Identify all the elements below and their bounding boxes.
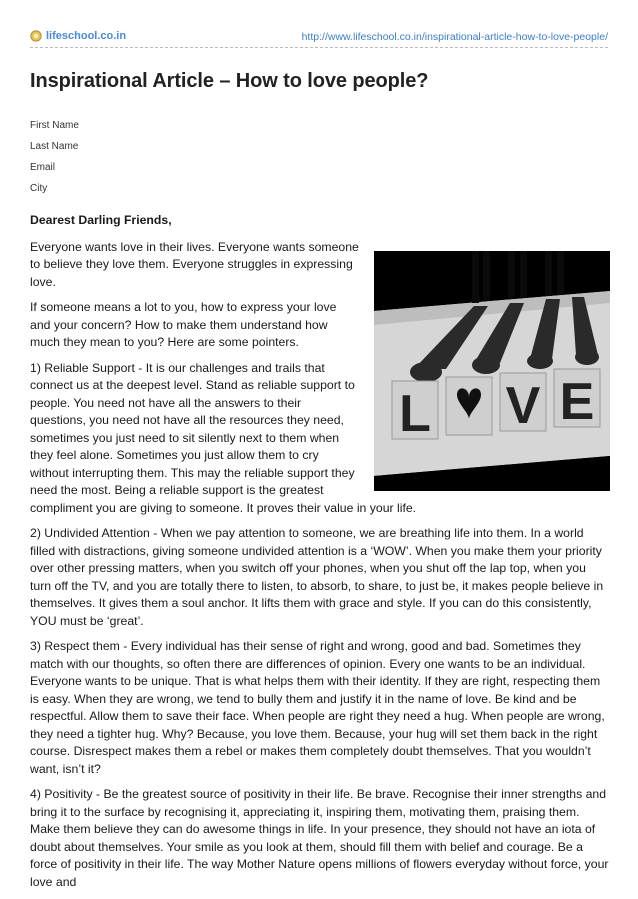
page-url-link[interactable]: http://www.lifeschool.co.in/inspirational-article-how-to-love-people/ xyxy=(301,31,608,43)
article-title: Inspirational Article – How to love people? xyxy=(30,70,429,92)
paragraph-respect-them: 3) Respect them - Every individual has their sense of right and wrong, good and bad. Sometimes they match with our thoughts, so often there are differences of opinion. Every one wants to be an individual. Everyone wants to be unique. That is what helps them with their identity. If they are right, respecting them is easy. When they are wrong, we tend to bully them and justify it in the name of love. Be kind and be respectful. Allow them to save their face. When people are right they need a hug. When people are wrong, they need a tighter hug. Why? Because, you love them. Because, your hug will set them back in the right course. Disrespect makes them a rebel or makes them completely doubt themselves. That you wouldn’t want, isn’t it? xyxy=(30,639,605,776)
love-shadow-image xyxy=(374,251,610,491)
header-divider xyxy=(30,47,608,48)
paragraph-pointers: If someone means a lot to you, how to express your love and your concern? How to make them understand how much they mean to you? Here are some pointers. xyxy=(30,300,337,349)
city-label: City xyxy=(30,183,48,194)
signup-form-fields xyxy=(30,120,79,204)
love-letter-l: L xyxy=(399,384,431,443)
email-label: Email xyxy=(30,162,56,173)
paragraph-reliable-support: 1) Reliable Support - It is our challenges and trails that connect us at the deepest level. Stand as reliable support to people. You need not have all the answers to their questions, you need not have all the resources they need, sometimes you just need to sit silently next to them when they feel alone. Sometimes you just allow them to cry without interrupting them. This may the reliable support they need the most. Being a reliable support is the greatest compliment you are giving to someone. It proves their value in your life. xyxy=(30,360,417,515)
love-letter-e: E xyxy=(559,372,595,431)
site-name[interactable]: lifeschool.co.in xyxy=(46,30,127,42)
paragraph-undivided-attention: 2) Undivided Attention - When we pay attention to someone, we are breathing life into them. In a world filled with distractions, giving someone undivided attention is a ‘WOW’. When you make them your priority over other pressing matters, when you switch off your phones, when you shut off the lap top, when you turn off the TV, and you are totally there to listen, to absorb, to share, to just be, it makes people believe in themselves. It gives them a soul anchor. It lifts them with grace and style. If you can do this consistently, YOU must be ‘great’. xyxy=(30,526,604,628)
paragraph-positivity: 4) Positivity - Be the greatest source of positivity in their life. Be brave. Recognise their inner strengths and bring it to the surface by recognising it, appreciating it, inspiring them, motivating them, praising them. Make them believe they can do awesome things in life. In your presence, they should not have an iota of doubt about themselves. Your smile as you look at them, should fill them with belief and courage. Be a force of positivity in their life. The way Mother Nature opens millions of flowers everyday without force, your love and xyxy=(30,787,609,889)
first-name-label: First Name xyxy=(30,120,79,131)
love-letter-v: V xyxy=(505,376,541,435)
last-name-label: Last Name xyxy=(30,141,79,152)
article-body xyxy=(30,212,610,899)
paragraph-intro: Everyone wants love in their lives. Everyone wants someone to believe they love them. Everyone struggles in expressing love. xyxy=(30,239,359,289)
lifeschool-logo-icon xyxy=(30,30,42,42)
site-branding[interactable] xyxy=(30,30,126,42)
greeting: Dearest Darling Friends, xyxy=(30,213,172,227)
